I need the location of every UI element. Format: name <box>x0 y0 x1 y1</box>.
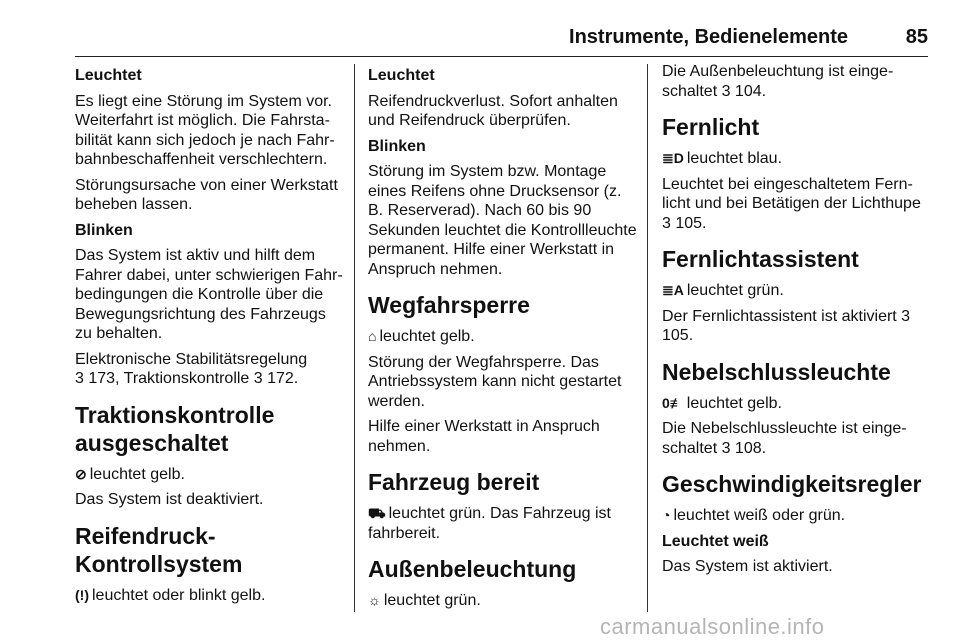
subheading: Blinken <box>75 221 133 239</box>
traction-off-icon: ⊘ <box>75 465 87 482</box>
paragraph: Die Außenbeleuchtung ist eingeschaltet 3 104. <box>662 63 894 100</box>
subheading: Leuchtet <box>368 67 435 84</box>
high-beam-icon: ≣D <box>662 150 684 166</box>
section-heading: Reifendruck-Kontrollsystem <box>75 522 243 577</box>
paragraph: Leuchtet bei eingeschaltetem Fernlicht und bei Betätigen der Lichthupe 3 105. <box>662 175 921 232</box>
column-1 <box>75 62 345 611</box>
paragraph <box>75 586 345 606</box>
paragraph-text: leuchtet blau. <box>686 150 783 167</box>
paragraph <box>662 394 932 414</box>
paragraph: Das System ist aktiviert. <box>662 558 833 575</box>
column-divider <box>647 64 648 612</box>
vehicle-ready-icon: ⛟ <box>368 505 386 521</box>
paragraph: Das System ist deaktiviert. <box>75 491 264 508</box>
paragraph <box>368 591 638 611</box>
section-heading: Fernlichtassistent <box>662 246 859 272</box>
cross-reference[interactable]: 3 173, Traktionskontrolle 3 172. <box>75 370 299 387</box>
paragraph-text: leuchtet grün. <box>383 592 481 609</box>
section-heading: Fahrzeug bereit <box>368 469 540 495</box>
watermark: carmanualsonline.info <box>600 614 825 639</box>
paragraph-text: leuchtet gelb. <box>379 328 475 345</box>
paragraph-text: leuchtet gelb. <box>89 465 185 483</box>
tire-pressure-icon: (!) <box>75 586 89 603</box>
paragraph: Das System ist aktiv und hilft dem Fahrer dabei, unter schwierigen Fahrbedingungen die Kontrolle über die Bewegungsrichtung des Fahrzeugs zu behalten. <box>75 247 343 342</box>
column-divider <box>354 64 355 612</box>
exterior-light-icon: ☼ <box>368 592 381 608</box>
subheading: Leuchtet weiß <box>662 532 769 550</box>
column-2 <box>368 62 638 617</box>
paragraph <box>662 149 932 169</box>
section-heading: Traktionskontrolle ausgeschaltet <box>75 401 275 456</box>
paragraph <box>662 281 932 301</box>
section-heading: Geschwindigkeitsregler <box>662 471 922 497</box>
section-heading: Fernlicht <box>662 114 760 140</box>
rear-fog-light-icon: 0≢ <box>662 394 684 411</box>
paragraph-text: leuchtet weiß oder grün. <box>673 507 846 524</box>
paragraph <box>368 327 638 347</box>
paragraph: Störung im System bzw. Montage eines Reifens ohne Drucksensor (z. B. Reserverad). Nach 60 bis 90 Sekunden leuchtet die Kontrollleuchte permanent. Hilfe einer Werkstatt in Anspruch nehmen. <box>368 163 637 278</box>
paragraph: Hilfe einer Werkstatt in Anspruch nehmen. <box>368 418 600 455</box>
subheading: Leuchtet <box>75 67 142 84</box>
subheading: Blinken <box>368 137 426 155</box>
paragraph: Es liegt eine Störung im System vor. Weiterfahrt ist möglich. Die Fahrstabilität kann sich jedoch je nach Fahrbahnbeschaffenheit verschlechtern. <box>75 92 335 168</box>
page-header <box>75 26 928 57</box>
section-heading: Nebelschlussleuchte <box>662 358 891 385</box>
paragraph: Der Fernlichtassistent ist aktiviert 3 105. <box>662 307 911 344</box>
paragraph: Reifendruckverlust. Sofort anhalten und Reifendruck überprüfen. <box>368 92 618 129</box>
paragraph <box>368 504 638 543</box>
paragraph <box>662 506 932 526</box>
paragraph-text: Elektronische Stabilitätsregelung <box>75 350 308 368</box>
high-beam-assist-icon: ≣A <box>662 282 684 298</box>
page-number: 85 <box>905 26 928 48</box>
cruise-control-icon: ◔ <box>662 507 671 523</box>
section-heading: Wegfahrsperre <box>368 292 530 318</box>
section-heading: Außenbeleuchtung <box>368 556 577 582</box>
page-title: Instrumente, Bedienelemente <box>569 26 848 48</box>
column-3 <box>662 62 932 583</box>
immobilizer-icon: ⌂ <box>368 328 377 344</box>
paragraph <box>75 465 345 485</box>
paragraph-text: leuchtet grün. Das Fahrzeug ist fahrbereit. <box>368 505 611 542</box>
paragraph-text: leuchtet grün. <box>686 282 784 299</box>
paragraph-text: leuchtet gelb. <box>686 394 782 412</box>
paragraph: Die Nebelschlussleuchte ist eingeschaltet 3 108. <box>662 420 907 457</box>
paragraph: Störung der Wegfahrsperre. Das Antriebssystem kann nicht gestartet werden. <box>368 353 622 410</box>
paragraph <box>75 350 345 389</box>
paragraph-text: leuchtet oder blinkt gelb. <box>92 586 266 604</box>
paragraph: Störungsursache von einer Werkstatt beheben lassen. <box>75 176 338 213</box>
